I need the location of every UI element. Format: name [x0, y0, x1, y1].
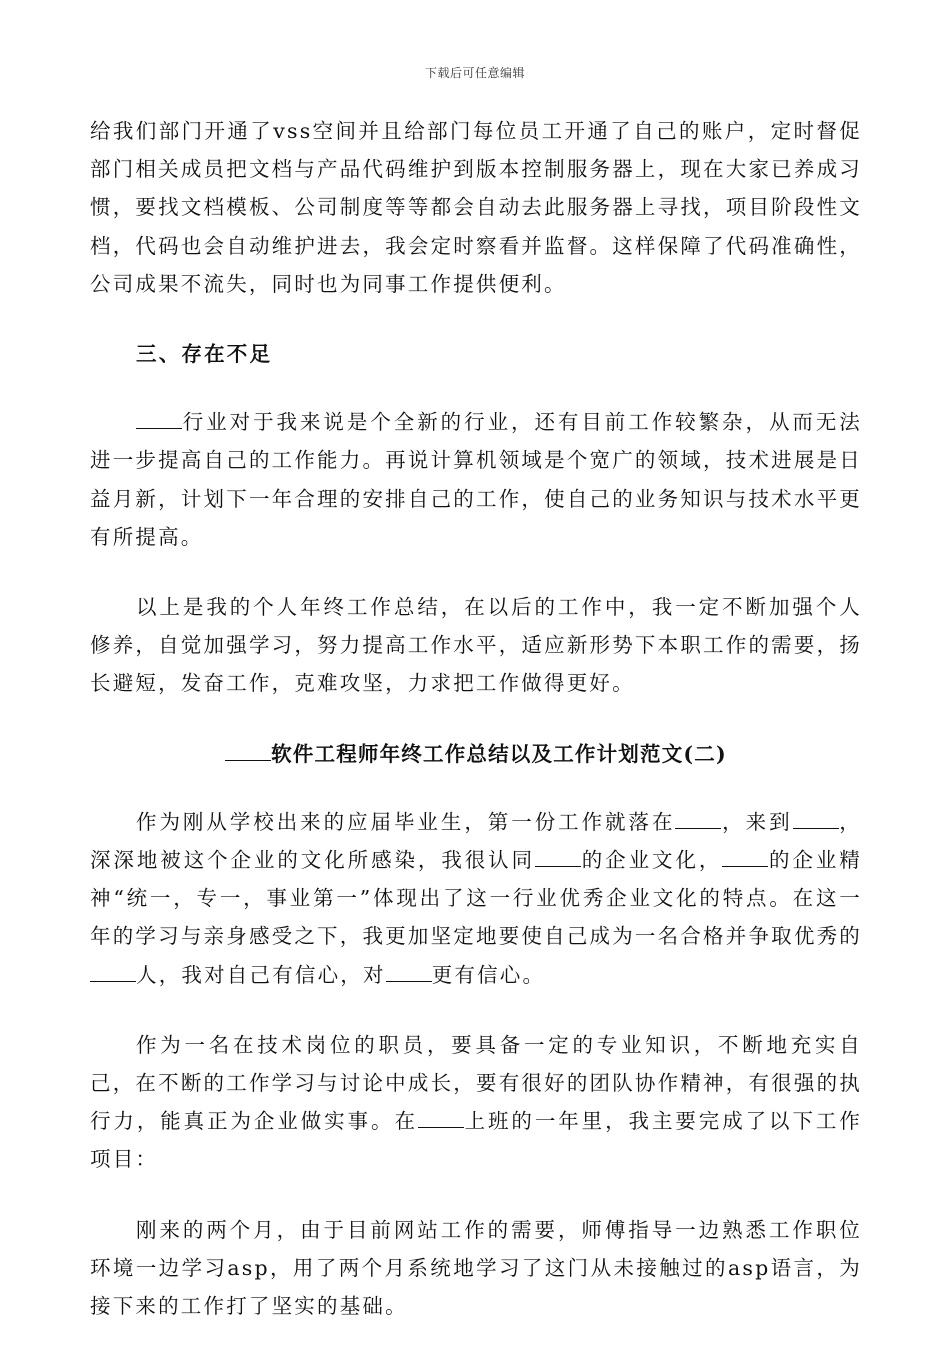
- paragraph-text: 的企业文化，: [581, 848, 723, 873]
- blank-line: [386, 961, 432, 982]
- paragraph-shortcomings: [90, 403, 862, 556]
- blank-line: [136, 408, 182, 429]
- blank-line: [675, 808, 721, 829]
- header-note: 下载后可任意编辑: [424, 66, 525, 80]
- paragraph-text: ，来到: [721, 809, 793, 834]
- paragraph-text: ，深深地被这个企业的文化所感染，我很认同: [90, 809, 862, 873]
- paragraph-conclusion: 以上是我的个人年终工作总结，在以后的工作中，我一定不断加强个人修养，自觉加强学习，努力提高工作水平，适应新形势下本职工作的需要，扬长避短，发奋工作，克难攻坚，力求把工作做得更好。: [90, 595, 862, 696]
- blank-line: [418, 1107, 464, 1128]
- paragraph-text: 作为刚从学校出来的应届毕业生，第一份工作就落在: [136, 809, 676, 834]
- document-body: [90, 112, 862, 1357]
- blank-line: [793, 808, 839, 829]
- paragraph-text: 更有信心。: [431, 962, 546, 987]
- paragraph-intro: [90, 803, 862, 994]
- paragraph-text: 人，我对自己有信心，对: [136, 962, 386, 987]
- section-heading-shortcomings: 三、存在不足: [136, 342, 273, 367]
- paragraph-asp-learning: 刚来的两个月，由于目前网站工作的需要，师傅指导一边熟悉工作职位环境一边学习asp，用了两个月系统地学习了这门从未接触过的asp语言，为接下来的工作打了坚实的基础。: [90, 1217, 862, 1319]
- paragraph-technical-role: [90, 1026, 862, 1179]
- blank-line: [225, 740, 271, 761]
- paragraph-text: 作为一名在技术岗位的职员，要具备一定的专业知识，不断地充实自己，在不断的工作学习与讨论中成长，要有很好的团队协作精神，有很强的执行力，能真正为企业做实事。在: [90, 1032, 862, 1134]
- document-title-part-two: [90, 735, 862, 773]
- paragraph-vss: 给我们部门开通了vss空间并且给部门每位员工开通了自己的账户，定时督促部门相关成员把文档与产品代码维护到版本控制服务器上，现在大家已养成习惯，要找文档模板、公司制度等等都会自动去此服务器上寻找，项目阶段性文档，代码也会自动维护进去，我会定时察看并监督。这样保障了代码准确性，公司成果不流失，同时也为同事工作提供便利。: [90, 119, 862, 296]
- paragraph-text: 行业对于我来说是个全新的行业，还有目前工作较繁杂，从而无法进一步提高自己的工作能力。再说计算机领域是个宽广的领域，技术进展是日益月新，计划下一年合理的安排自己的工作，使自己的业务知识与技术水平更有所提高。: [90, 410, 862, 549]
- paragraph-text: 的企业精神“统一，专一，事业第一”体现出了这一行业优秀企业文化的特点。在这一年的学习与亲身感受之下，我更加坚定地要使自己成为一名合格并争取优秀的: [90, 848, 862, 949]
- blank-line: [535, 846, 581, 867]
- blank-line: [722, 846, 768, 867]
- paragraph-text: 上班的一年里，我主要完成了以下工作项目：: [90, 1109, 862, 1172]
- title-text: 软件工程师年终工作总结以及工作计划范文(二): [271, 741, 727, 766]
- blank-line: [90, 961, 136, 982]
